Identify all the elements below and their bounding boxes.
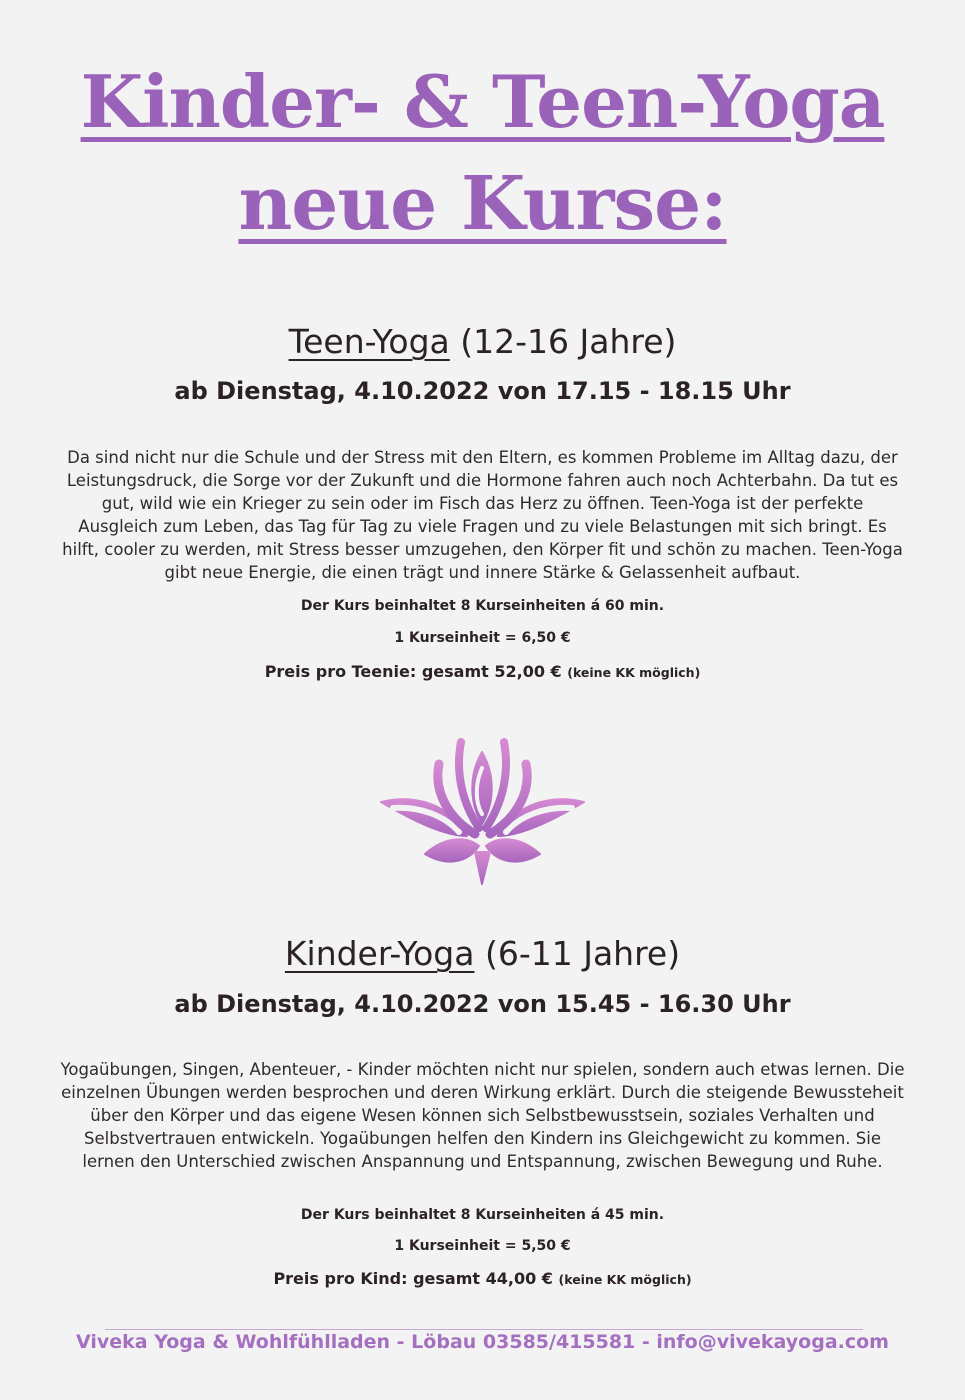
teen-yoga-description: Da sind nicht nur die Schule und der Stress mit den Eltern, es kommen Probleme im Alltag dazu, der Leistungsdruck, die Sorge vor der Zukunft und die Hormone fahren auch noch Achterbahn. Da tut es gut, wild wie ein Krieger zu sein oder im Fisch das Herz zu öffnen. Teen-Yoga ist der perfekte Ausgleich zum Leben, das Tag für Tag zu viele Fragen und zu viele Belastungen mit sich bringt. Es hilft, cooler zu werden, mit Stress besser umzugehen, den Körper fit und schön zu machen. Teen-Yoga gibt neue Energie, die einen trägt und innere Stärke & Gelassenheit aufbaut. [62, 448, 903, 582]
teen-unit-price: 1 Kurseinheit = 6,50 € [394, 630, 571, 646]
teen-yoga-age: (12-16 Jahre) [460, 322, 677, 361]
headline-line-2: neue Kurse: [238, 161, 727, 247]
teen-yoga-date: ab Dienstag, 4.10.2022 von 17.15 - 18.15 Uhr [174, 377, 791, 405]
kinder-course-units: Der Kurs beinhaltet 8 Kurseinheiten á 45 min. [300, 1207, 665, 1223]
kinder-yoga-age: (6-11 Jahre) [484, 934, 681, 973]
headline-line-1: Kinder- & Teen-Yoga [80, 59, 885, 144]
teen-total-price: Preis pro Teenie: gesamt 52,00 € [264, 662, 562, 681]
kinder-total-price-row [0, 1269, 965, 1288]
teen-yoga-name: Teen-Yoga [288, 322, 450, 361]
kinder-total-price: Preis pro Kind: gesamt 44,00 € [273, 1269, 553, 1288]
footer-contact: Viveka Yoga & Wohlfühlladen - Löbau 03585/415581 - info@vivekayoga.com [76, 1331, 889, 1353]
kinder-yoga-date: ab Dienstag, 4.10.2022 von 15.45 - 16.30 Uhr [174, 990, 791, 1018]
teen-total-price-row [0, 662, 965, 681]
teen-price-note: (keine KK möglich) [567, 665, 701, 680]
footer-divider [105, 1329, 863, 1330]
kinder-yoga-description: Yogaübungen, Singen, Abenteuer, - Kinder möchten nicht nur spielen, sondern auch etwas lernen. Die einzelnen Übungen werden besprochen und deren Wirkung erklärt. Durch die steigende Bewussteheit über den Körper und das eigene Wesen können sich Selbstbewusstsein, soziales Verhalten und Selbstvertrauen entwickeln. Yogaübungen helfen den Kindern ins Gleichgewicht zu kommen. Sie lernen den Unterschied zwischen Anspannung und Entspannung, zwischen Bewegung und Ruhe. [60, 1060, 905, 1171]
lotus-flower-icon [375, 724, 590, 892]
teen-course-units: Der Kurs beinhaltet 8 Kurseinheiten á 60 min. [300, 598, 665, 614]
kinder-yoga-title [0, 934, 965, 973]
teen-yoga-title [0, 322, 965, 361]
kinder-price-note: (keine KK möglich) [558, 1272, 692, 1287]
kinder-unit-price: 1 Kurseinheit = 5,50 € [394, 1238, 571, 1254]
kinder-yoga-name: Kinder-Yoga [284, 934, 475, 973]
